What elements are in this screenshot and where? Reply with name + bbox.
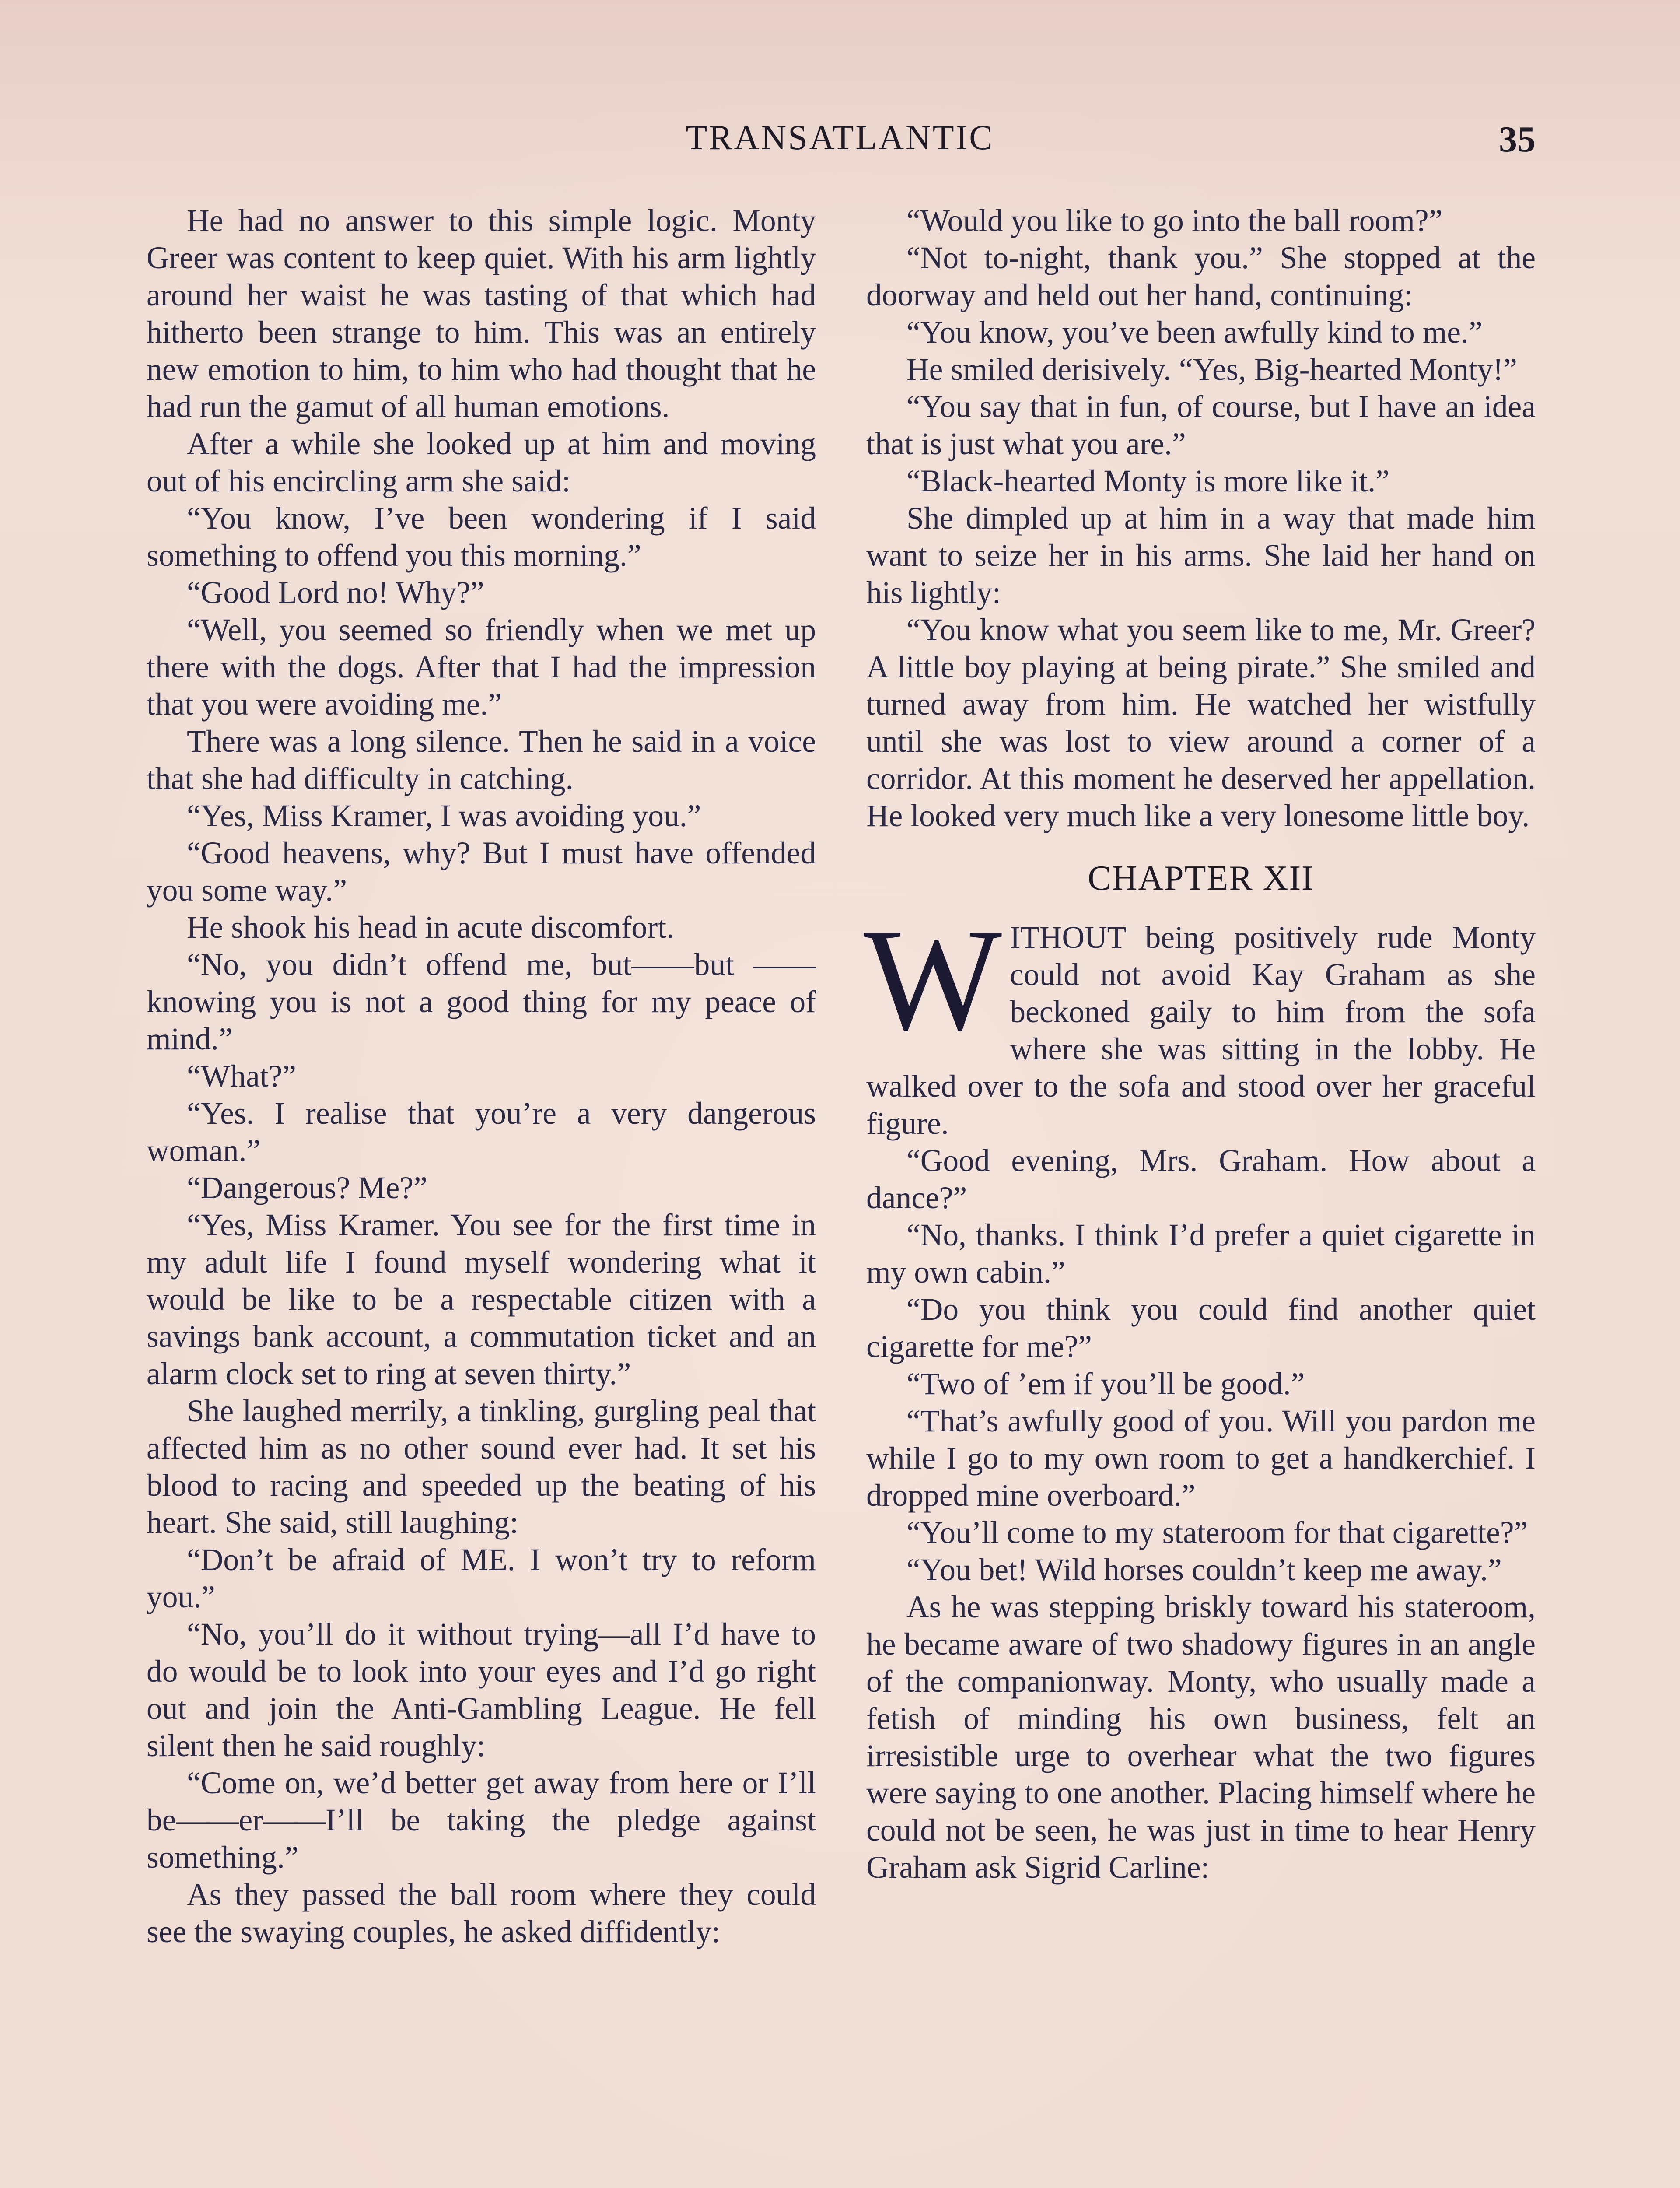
left-column bbox=[147, 202, 816, 1950]
paragraph: He had no answer to this simple logic. Monty Greer was content to keep quiet. With his arm lightly around her waist he was tasting of that which had hitherto been strange to him. This was an entirely new emotion to him, to him who had thought that he had run the gamut of all human emotions. bbox=[147, 203, 816, 424]
chapter-heading: CHAPTER XII bbox=[1088, 859, 1314, 898]
paragraph: As they passed the ball room where they could see the swaying couples, he asked diffidently: bbox=[147, 1877, 816, 1949]
paragraph: “You bet! Wild horses couldn’t keep me away.” bbox=[906, 1553, 1502, 1587]
paragraph: “Dangerous? Me?” bbox=[187, 1171, 427, 1205]
chapter-opening-text: ITHOUT being positively rude Monty could not avoid Kay Graham as she beckoned gaily to him from the sofa where she was sitting in the lobby. He walked over to the sofa and stood over her graceful figure. bbox=[866, 920, 1536, 1141]
paragraph: “You know, you’ve been awfully kind to me.” bbox=[906, 315, 1483, 350]
paragraph: “Well, you seemed so friendly when we met up there with the dogs. After that I had the impression that you were avoiding me.” bbox=[147, 613, 816, 722]
paragraph: “That’s awfully good of you. Will you pardon me while I go to my own room to get a handkerchief. I dropped mine overboard.” bbox=[866, 1404, 1536, 1513]
page-number: 35 bbox=[1499, 119, 1536, 160]
paragraph: “Good evening, Mrs. Graham. How about a dance?” bbox=[866, 1143, 1536, 1215]
paragraph: “Do you think you could find another quiet cigarette for me?” bbox=[866, 1292, 1536, 1364]
paragraph: “You know, I’ve been wondering if I said something to offend you this morning.” bbox=[147, 501, 816, 573]
paragraph: “You know what you seem like to me, Mr. Greer? A little boy playing at being pirate.” She smiled and turned away from him. He watched her wistfully until she was lost to view around a corner of a corridor. At this moment he deserved her appellation. He looked very much like a very lonesome little boy. bbox=[866, 613, 1536, 833]
paragraph: “No, you didn’t offend me, but——but ——knowing you is not a good thing for my peace of mind.” bbox=[147, 947, 816, 1056]
paragraph: “You say that in fun, of course, but I have an idea that is just what you are.” bbox=[866, 389, 1536, 461]
paragraph: “No, you’ll do it without trying—all I’d have to do would be to look into your eyes and I’d go right out and join the Anti-Gambling League. He fell silent then he said roughly: bbox=[147, 1617, 816, 1763]
drop-cap: W bbox=[864, 898, 1002, 1061]
paragraph: There was a long silence. Then he said in a voice that she had difficulty in catching. bbox=[147, 724, 816, 796]
paragraph: “What?” bbox=[187, 1059, 297, 1094]
right-column bbox=[866, 202, 1536, 1886]
paragraph: “Black-hearted Monty is more like it.” bbox=[906, 464, 1390, 498]
running-title: TRANSATLANTIC bbox=[686, 119, 994, 157]
paragraph: “Don’t be afraid of ME. I won’t try to reform you.” bbox=[147, 1543, 816, 1614]
page-header bbox=[144, 118, 1536, 166]
paragraph: “Come on, we’d better get away from here or I’ll be——er——I’ll be taking the pledge against something.” bbox=[147, 1766, 816, 1875]
paragraph: He smiled derisively. “Yes, Big-hearted Monty!” bbox=[906, 352, 1517, 387]
paragraph: “Yes, Miss Kramer, I was avoiding you.” bbox=[187, 799, 701, 833]
chapter-opening-paragraph bbox=[864, 898, 1536, 1142]
paragraph: “Not to-night, thank you.” She stopped at the doorway and held out her hand, continuing: bbox=[866, 241, 1536, 312]
paragraph: “You’ll come to my stateroom for that cigarette?” bbox=[906, 1515, 1528, 1550]
paragraph: She dimpled up at him in a way that made him want to seize her in his arms. She laid her hand on his lightly: bbox=[866, 501, 1536, 610]
paragraph: He shook his head in acute discomfort. bbox=[187, 910, 674, 945]
paragraph: As he was stepping briskly toward his stateroom, he became aware of two shadowy figures in an angle of the companionway. Monty, who usually made a fetish of minding his own business, felt an irresistible urge to overhear what the two figures were saying to one another. Placing himself where he could not be seen, he was just in time to hear Henry Graham ask Sigrid Carline: bbox=[866, 1590, 1536, 1885]
paragraph: “Yes. I realise that you’re a very dangerous woman.” bbox=[147, 1096, 816, 1168]
paragraph: “Yes, Miss Kramer. You see for the first time in my adult life I found myself wondering what it would be like to be a respectable citizen with a savings bank account, a commutation ticket and an alarm clock set to ring at seven thirty.” bbox=[147, 1208, 816, 1391]
paragraph: She laughed merrily, a tinkling, gurgling peal that affected him as no other sound ever had. It set his blood to racing and speeded up the beating of his heart. She said, still laughing: bbox=[147, 1394, 816, 1540]
paragraph: “Good Lord no! Why?” bbox=[187, 575, 484, 610]
paragraph: “No, thanks. I think I’d prefer a quiet cigarette in my own cabin.” bbox=[866, 1218, 1536, 1290]
paragraph: “Would you like to go into the ball room?” bbox=[906, 203, 1443, 238]
paragraph: “Good heavens, why? But I must have offended you some way.” bbox=[147, 836, 816, 908]
paragraph: “Two of ’em if you’ll be good.” bbox=[906, 1367, 1305, 1401]
paragraph: After a while she looked up at him and moving out of his encircling arm she said: bbox=[147, 427, 816, 498]
